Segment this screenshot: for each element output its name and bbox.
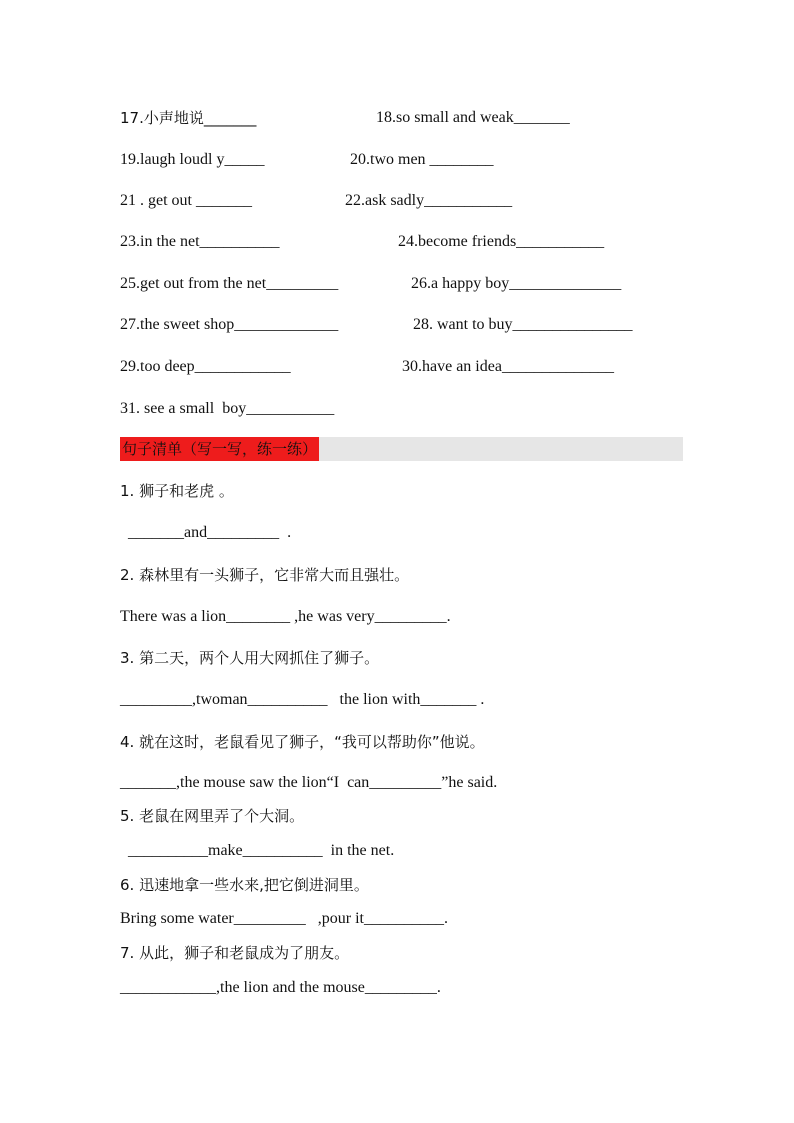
sentence-4-answer: _______,the mouse saw the lion“I can_________”he said. (120, 774, 498, 791)
vocab-item-30: 30.have an idea______________ (402, 358, 614, 375)
vocab-item-29: 29.too deep____________ (120, 358, 291, 375)
vocab-item-19: 19.laugh loudl y_____ (120, 151, 265, 168)
sentence-3-answer: _________,twoman__________ the lion with_______ . (120, 691, 485, 708)
vocab-item-22: 22.ask sadly___________ (345, 192, 513, 209)
vocab-item-18: 18.so small and weak_______ (376, 109, 570, 126)
vocab-item-20: 20.two men ________ (350, 151, 494, 168)
vocab-item-24: 24.become friends___________ (398, 233, 605, 250)
sentence-7-answer: ____________,the lion and the mouse_________. (120, 979, 441, 996)
section-title: 句子清单（写一写，练一练） (120, 437, 319, 461)
vocab-item-23: 23.in the net__________ (120, 233, 280, 250)
vocab-item-26: 26.a happy boy______________ (411, 275, 622, 292)
vocab-item-28: 28. want to buy_______________ (413, 316, 633, 333)
sentence-2-prompt: 2. 森林里有一头狮子，它非常大而且强壮。 (120, 566, 410, 584)
vocab-item-27: 27.the sweet shop_____________ (120, 316, 339, 333)
sentence-3-prompt: 3. 第二天，两个人用大网抓住了狮子。 (120, 649, 380, 667)
vocab-item-17: 17.小声地说_______ (120, 109, 257, 127)
vocab-item-25: 25.get out from the net_________ (120, 275, 339, 292)
sentence-1-answer: _______and_________ . (120, 524, 292, 541)
vocab-item-31: 31. see a small boy___________ (120, 400, 335, 417)
sentence-5-answer: __________make__________ in the net. (120, 842, 395, 859)
sentence-6-prompt: 6. 迅速地拿一些水来,把它倒进洞里。 (120, 876, 369, 894)
sentence-6-answer: Bring some water_________ ,pour it__________. (120, 910, 448, 927)
sentence-7-prompt: 7. 从此，狮子和老鼠成为了朋友。 (120, 944, 350, 962)
sentence-5-prompt: 5. 老鼠在网里弄了个大洞。 (120, 807, 305, 825)
sentence-1-prompt: 1. 狮子和老虎 。 (120, 482, 234, 500)
vocab-item-21: 21 . get out _______ (120, 192, 252, 209)
section-banner (120, 437, 683, 461)
sentence-2-answer: There was a lion________ ,he was very_________. (120, 608, 451, 625)
sentence-4-prompt: 4. 就在这时，老鼠看见了狮子，“我可以帮助你”他说。 (120, 733, 485, 751)
